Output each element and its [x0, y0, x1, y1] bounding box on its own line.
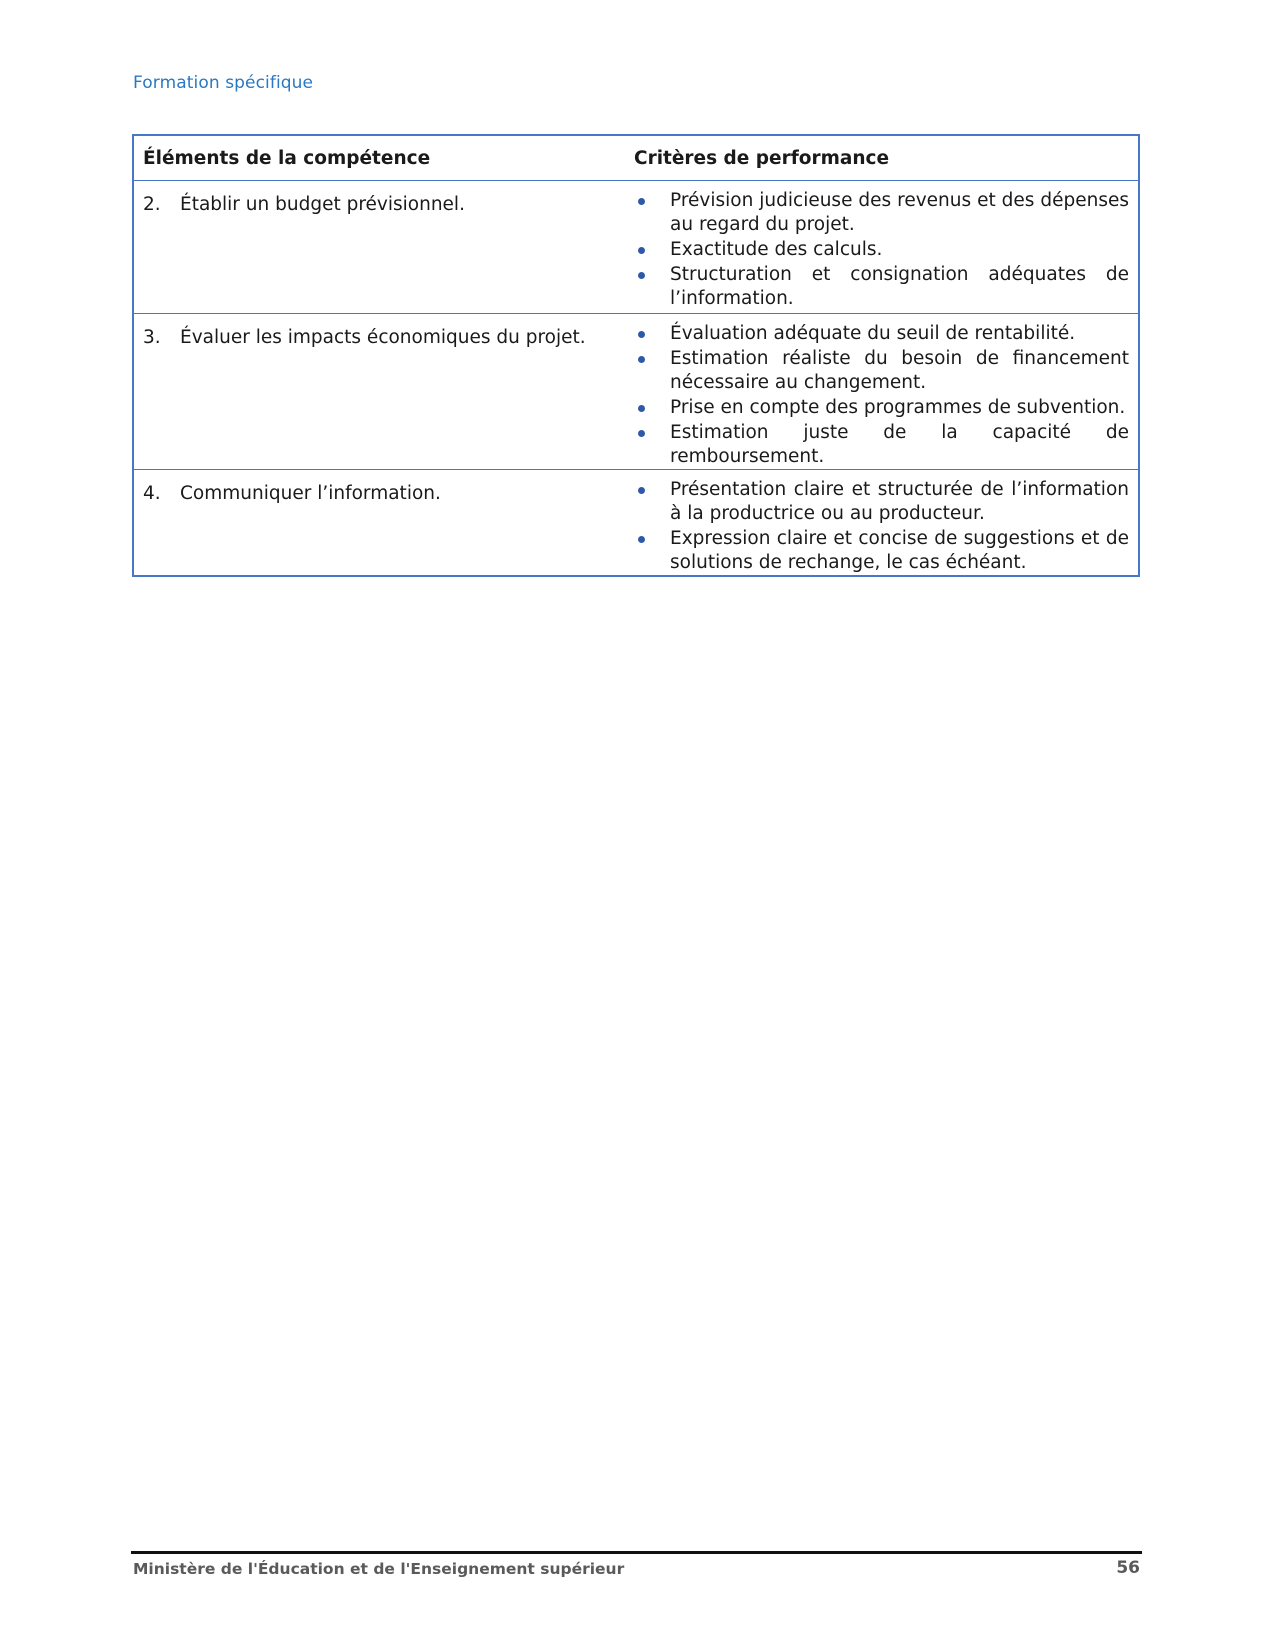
- section-header: Formation spécifique: [133, 73, 314, 93]
- footer-ministry: Ministère de l'Éducation et de l'Enseignement supérieur: [133, 1560, 625, 1578]
- bullet-icon: [638, 247, 645, 254]
- element-cell: [134, 470, 634, 575]
- element-text: Communiquer l’information.: [180, 483, 441, 504]
- column-header-elements: Éléments de la compétence: [143, 147, 431, 169]
- bullet-icon: [638, 272, 645, 279]
- bullet-icon: [638, 430, 645, 437]
- element-cell: [134, 181, 634, 313]
- criterion-item: Estimation juste de la capacité de remboursement.: [634, 421, 1129, 469]
- table-row: [134, 313, 1138, 469]
- competence-table: [132, 134, 1140, 577]
- criterion-item: Présentation claire et structurée de l’information à la productrice ou au producteur.: [634, 478, 1129, 526]
- bullet-icon: [638, 405, 645, 412]
- element-cell: [134, 314, 634, 469]
- criterion-item: Estimation réaliste du besoin de financement nécessaire au changement.: [634, 347, 1129, 395]
- criterion-item: Prise en compte des programmes de subvention.: [634, 396, 1129, 420]
- criterion-item: Évaluation adéquate du seuil de rentabilité.: [634, 322, 1129, 346]
- element-number: 3.: [143, 327, 161, 348]
- bullet-icon: [638, 356, 645, 363]
- criterion-item: Expression claire et concise de suggestions et de solutions de rechange, le cas échéant.: [634, 527, 1129, 575]
- column-header-criteria: Critères de performance: [634, 147, 890, 169]
- table-row: [134, 180, 1138, 313]
- criteria-cell: [634, 470, 1138, 575]
- criterion-item: Exactitude des calculs.: [634, 238, 1129, 262]
- criteria-cell: [634, 314, 1138, 469]
- element-number: 2.: [143, 194, 161, 215]
- table-header-row: [134, 136, 1138, 180]
- footer-divider: [131, 1551, 1142, 1554]
- bullet-icon: [638, 198, 645, 205]
- page-number: 56: [1116, 1558, 1140, 1578]
- bullet-icon: [638, 536, 645, 543]
- bullet-icon: [638, 487, 645, 494]
- table-row: [134, 469, 1138, 575]
- bullet-icon: [638, 331, 645, 338]
- element-number: 4.: [143, 483, 161, 504]
- criterion-item: Structuration et consignation adéquates de l’information.: [634, 263, 1129, 311]
- element-text: Évaluer les impacts économiques du projet.: [180, 327, 586, 348]
- element-text: Établir un budget prévisionnel.: [180, 194, 465, 215]
- criterion-item: Prévision judicieuse des revenus et des dépenses au regard du projet.: [634, 189, 1129, 237]
- criteria-cell: [634, 181, 1138, 313]
